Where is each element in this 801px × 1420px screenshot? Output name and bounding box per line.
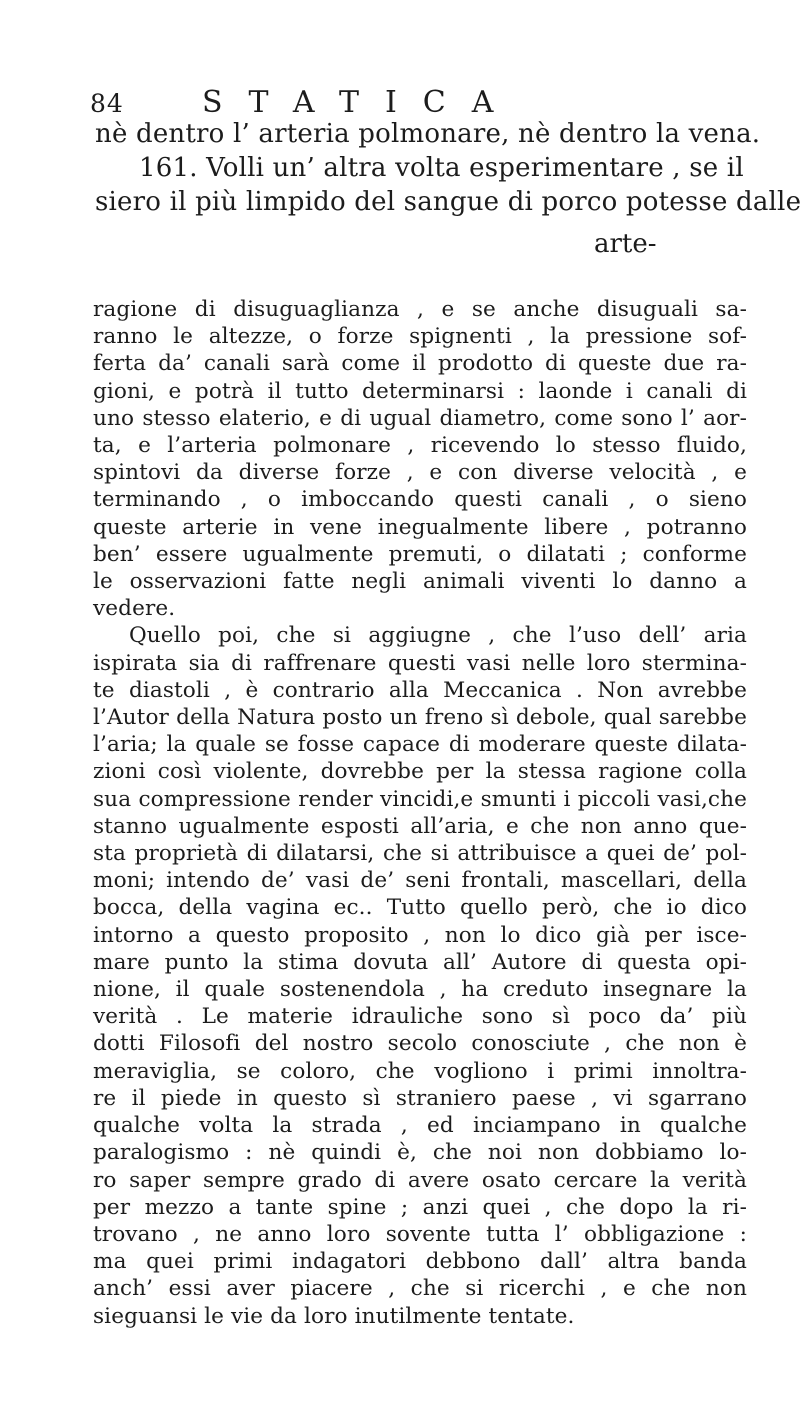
text-line: per mezzo a tante spine ; anzi quei , che dopo la ri- (93, 1194, 747, 1220)
text-line: intorno a questo proposito , non lo dico già per isce- (93, 922, 747, 948)
text-line: ferta da’ canali sarà come il prodotto di queste due ra- (93, 351, 747, 377)
body-text (93, 296, 747, 1330)
text-line: mare punto la stima dovuta all’ Autore di questa opi- (93, 949, 747, 975)
text-line: stanno ugualmente esposti all’aria, e che non anno que- (93, 813, 747, 839)
catchword: arte- (594, 229, 657, 259)
text-line: ma quei primi indagatori debbono dall’ altra banda (93, 1249, 747, 1275)
page-number: 84 (90, 89, 124, 118)
text-line: vedere. (93, 596, 176, 622)
text-line: re il piede in questo sì straniero paese , vi sgarrano (93, 1085, 747, 1111)
text-line: nione, il quale sostenendola , ha creduto insegnare la (93, 977, 747, 1003)
text-line: nè dentro l’ arteria polmonare, nè dentro la vena. (95, 119, 761, 149)
text-line: spintovi da diverse forze , e con diverse velocità , e (93, 460, 747, 486)
text-line: terminando , o imboccando questi canali , o sieno (93, 487, 747, 513)
text-line: ranno le altezze, o forze spignenti , la pressione sof- (93, 324, 747, 350)
text-line: anch’ essi aver piacere , che si ricerchi , e che non (93, 1276, 747, 1302)
text-line: sta proprietà di dilatarsi, che si attribuisce a quei de’ pol- (93, 841, 747, 867)
text-line: sua compressione render vincidi,e smunti i piccoli vasi,che (93, 786, 747, 812)
text-line: zioni così violente, dovrebbe per la stessa ragione colla (93, 759, 747, 785)
text-line: ragione di disuguaglianza , e se anche disuguali sa- (93, 297, 747, 322)
text-line: meraviglia, se coloro, che vogliono i primi innoltra- (93, 1058, 747, 1084)
text-line: te diastoli , è contrario alla Meccanica . Non avrebbe (93, 677, 747, 703)
text-line: verità . Le materie idrauliche sono sì poco da’ più (93, 1004, 747, 1030)
text-line: trovano , ne anno loro sovente tutta l’ obbligazione : (93, 1221, 747, 1247)
text-line: ben’ essere ugualmente premuti, o dilatati ; conforme (93, 541, 747, 567)
text-line: ro saper sempre grado di avere osato cercare la verità (93, 1167, 747, 1193)
running-title: STATICA (202, 85, 520, 120)
text-line: moni; intendo de’ vasi de’ seni frontali, mascellari, della (93, 868, 747, 894)
text-line: siero il più limpido del sangue di porco potesse dalle (95, 187, 801, 217)
text-line: 161. Volli un’ altra volta esperimentare , se il (139, 153, 744, 183)
text-line: dotti Filosofi del nostro secolo conosciute , che non è (93, 1031, 747, 1057)
text-line: l’aria; la quale se fosse capace di moderare queste dilata- (93, 732, 747, 758)
text-line: le osservazioni fatte negli animali viventi lo danno a (93, 569, 747, 595)
text-line: uno stesso elaterio, e di ugual diametro, come sono l’ aor- (93, 405, 747, 431)
text-line: queste arterie in vene inegualmente libere , potranno (93, 514, 747, 540)
text-line: sieguansi le vie da loro inutilmente tentate. (93, 1303, 575, 1329)
text-line: Quello poi, che si aggiugne , che l’uso dell’ aria (129, 623, 747, 649)
top-paragraph (95, 117, 801, 219)
text-line: qualche volta la strada , ed inciampano in qualche (93, 1113, 747, 1139)
text-line: l’Autor della Natura posto un freno sì debole, qual sarebbe (93, 705, 747, 731)
text-line: gioni, e potrà il tutto determinarsi : laonde i canali di (93, 378, 747, 404)
text-line: ispirata sia di raffrenare questi vasi nelle loro stermina- (93, 650, 747, 676)
text-line: paralogismo : nè quindi è, che noi non dobbiamo lo- (93, 1140, 747, 1166)
text-line: bocca, della vagina ec.. Tutto quello però, che io dico (93, 895, 747, 921)
text-line: ta, e l’arteria polmonare , ricevendo lo stesso fluido, (93, 433, 747, 459)
